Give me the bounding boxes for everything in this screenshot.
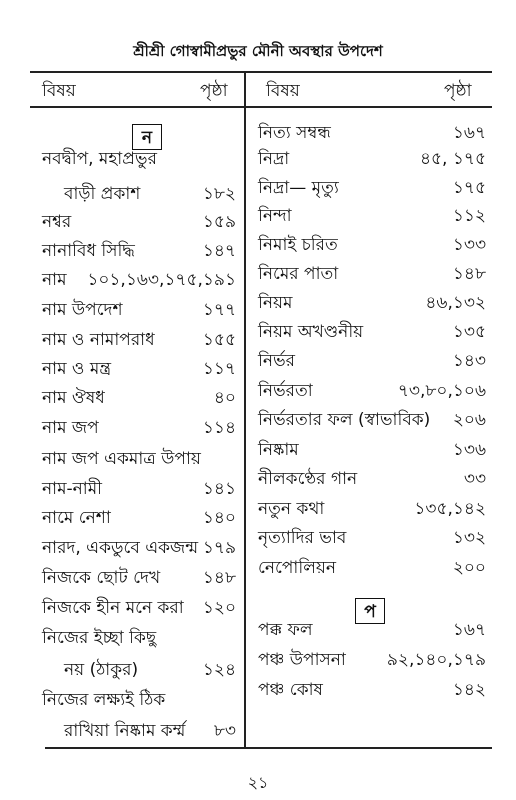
index-entry-text: নির্ভরতার ফল (স্বাভাবিক) — [258, 410, 431, 430]
index-entry-page: ১১৪ — [202, 418, 236, 438]
index-entry-page: ১৭৫ — [452, 178, 486, 198]
index-entry-text: নিষ্কাম — [258, 440, 299, 460]
index-entry-page: ১১২ — [452, 206, 486, 226]
right-subject-header: বিষয় — [266, 81, 300, 101]
index-entry-text: নিয়ম — [258, 293, 293, 313]
index-entry-text: নিত্য সম্বন্ধ — [258, 123, 331, 143]
right-page-header: পৃষ্ঠা — [444, 81, 472, 101]
index-entry-text: নামে নেশা — [42, 508, 111, 528]
index-entry-text: নাম ঔষধ — [42, 388, 105, 408]
index-entry-text: বাড়ী প্রকাশ — [64, 184, 141, 204]
index-entry-text: নৃত্যাদির ভাব — [258, 528, 347, 548]
index-entry-text: পক্ক ফল — [258, 620, 313, 640]
index-entry-text: নাম ও নামাপরাধ — [42, 330, 155, 350]
index-entry-text: নাম জপ — [42, 418, 99, 438]
index-entry-page: ১৬৭ — [452, 123, 486, 143]
index-entry-page: ১৭৯ — [202, 538, 236, 558]
index-entry-text: নিজের ইচ্ছা কিছু — [42, 628, 157, 648]
index-entry-text: নেপোলিয়ন — [258, 558, 337, 578]
index-entry-page: ১৫৯ — [202, 212, 236, 232]
page-number: ২১ — [247, 773, 269, 792]
index-entry-page: ১০১,১৬৩,১৭৫,১৯১ — [87, 270, 236, 290]
index-entry-text: নবদ্বীপ, মহাপ্রভুর — [42, 149, 157, 169]
index-entry-page: ১২০ — [202, 598, 236, 618]
index-entry-text: নীলকণ্ঠের গান — [258, 469, 358, 489]
index-entry-page: ১৪৭ — [202, 241, 236, 261]
left-section-letter: ন — [132, 124, 162, 150]
index-entry-page: ৭৩,৮০,১০৬ — [397, 381, 486, 401]
index-entry-text: নারদ, একডুবে একজন্ম — [42, 538, 199, 558]
bottom-rule — [45, 747, 492, 749]
index-entry-page: ১৪৮ — [452, 264, 486, 284]
index-entry-page: ১৮২ — [202, 184, 236, 204]
top-rule — [30, 71, 492, 73]
index-entry-text: নিদ্রা— মৃত্যু — [258, 178, 339, 198]
index-entry-page: ১১৭ — [202, 359, 236, 379]
index-entry-page: ১৩৫ — [452, 322, 486, 342]
index-entry-page: ১৪৩ — [452, 351, 486, 371]
index-entry-page: ৮৩ — [213, 721, 236, 741]
index-entry-text: নতুন কথা — [258, 499, 325, 519]
index-entry-text: নিজকে ছোট দেখ — [42, 568, 161, 588]
index-entry-text: নাম ও মন্ত্র — [42, 359, 112, 379]
index-entry-text: নিয়ম অখণ্ডনীয় — [258, 322, 364, 342]
right-section-letter: প — [355, 598, 385, 624]
index-entry-text: নানাবিধ সিদ্ধি — [42, 241, 135, 261]
column-divider — [244, 72, 246, 749]
index-entry-page: ১৩৫,১৪২ — [414, 499, 486, 519]
index-entry-page: ১৭৭ — [202, 300, 236, 320]
index-entry-text: নিজের লক্ষ্যই ঠিক — [42, 690, 166, 710]
index-entry-text: নির্ভর — [258, 351, 296, 371]
index-entry-text: নিমের পাতা — [258, 264, 339, 284]
index-entry-text: নাম উপদেশ — [42, 300, 123, 320]
index-entry-page: ১৪৮ — [202, 568, 236, 588]
index-entry-text: নাম — [42, 270, 67, 290]
index-entry-page: ৯২,১৪০,১৭৯ — [386, 650, 486, 670]
index-entry-page: ২০০ — [452, 558, 486, 578]
index-entry-text: নাম জপ একমাত্র উপায় — [42, 449, 201, 469]
header-rule — [30, 106, 492, 108]
index-entry-page: ১৩২ — [452, 528, 486, 548]
index-entry-text: নিন্দা — [258, 206, 292, 226]
index-entry-text: পঞ্চ কোষ — [258, 680, 323, 700]
index-entry-page: ৪০ — [213, 388, 236, 408]
index-entry-page: ১৪০ — [202, 508, 236, 528]
index-entry-text: নাম-নামী — [42, 479, 103, 499]
index-entry-text: নিমাই চরিত — [258, 235, 338, 255]
page-header-title: শ্রীশ্রী গোস্বামীপ্রভুর মৌনী অবস্থার উপদেশ — [133, 42, 383, 60]
index-entry-text: নির্ভরতা — [258, 381, 313, 401]
index-entry-page: ৪৬,১৩২ — [425, 293, 486, 313]
left-page-header: পৃষ্ঠা — [200, 81, 228, 101]
left-subject-header: বিষয় — [42, 81, 76, 101]
index-entry-page: ১৬৭ — [452, 620, 486, 640]
index-entry-page: ৩৩ — [463, 469, 486, 489]
index-entry-text: নিজকে হীন মনে করা — [42, 598, 184, 618]
index-entry-text: নয় (ঠাকুর) — [64, 660, 139, 680]
index-entry-text: রাখিয়া নিষ্কাম কর্ম্ম — [64, 721, 186, 741]
index-entry-page: ১৫৫ — [202, 330, 236, 350]
index-entry-page: ১৪২ — [452, 680, 486, 700]
index-entry-page: ২০৬ — [452, 410, 486, 430]
index-entry-page: ১২৪ — [202, 660, 236, 680]
index-entry-text: পঞ্চ উপাসনা — [258, 650, 346, 670]
index-entry-page: ১৩৬ — [452, 440, 486, 460]
index-entry-page: ১৪১ — [202, 479, 236, 499]
index-entry-page: ১৩৩ — [452, 235, 486, 255]
index-entry-page: ৪৫, ১৭৫ — [420, 149, 486, 169]
index-entry-text: নিদ্রা — [258, 149, 290, 169]
index-entry-text: নশ্বর — [42, 212, 72, 232]
